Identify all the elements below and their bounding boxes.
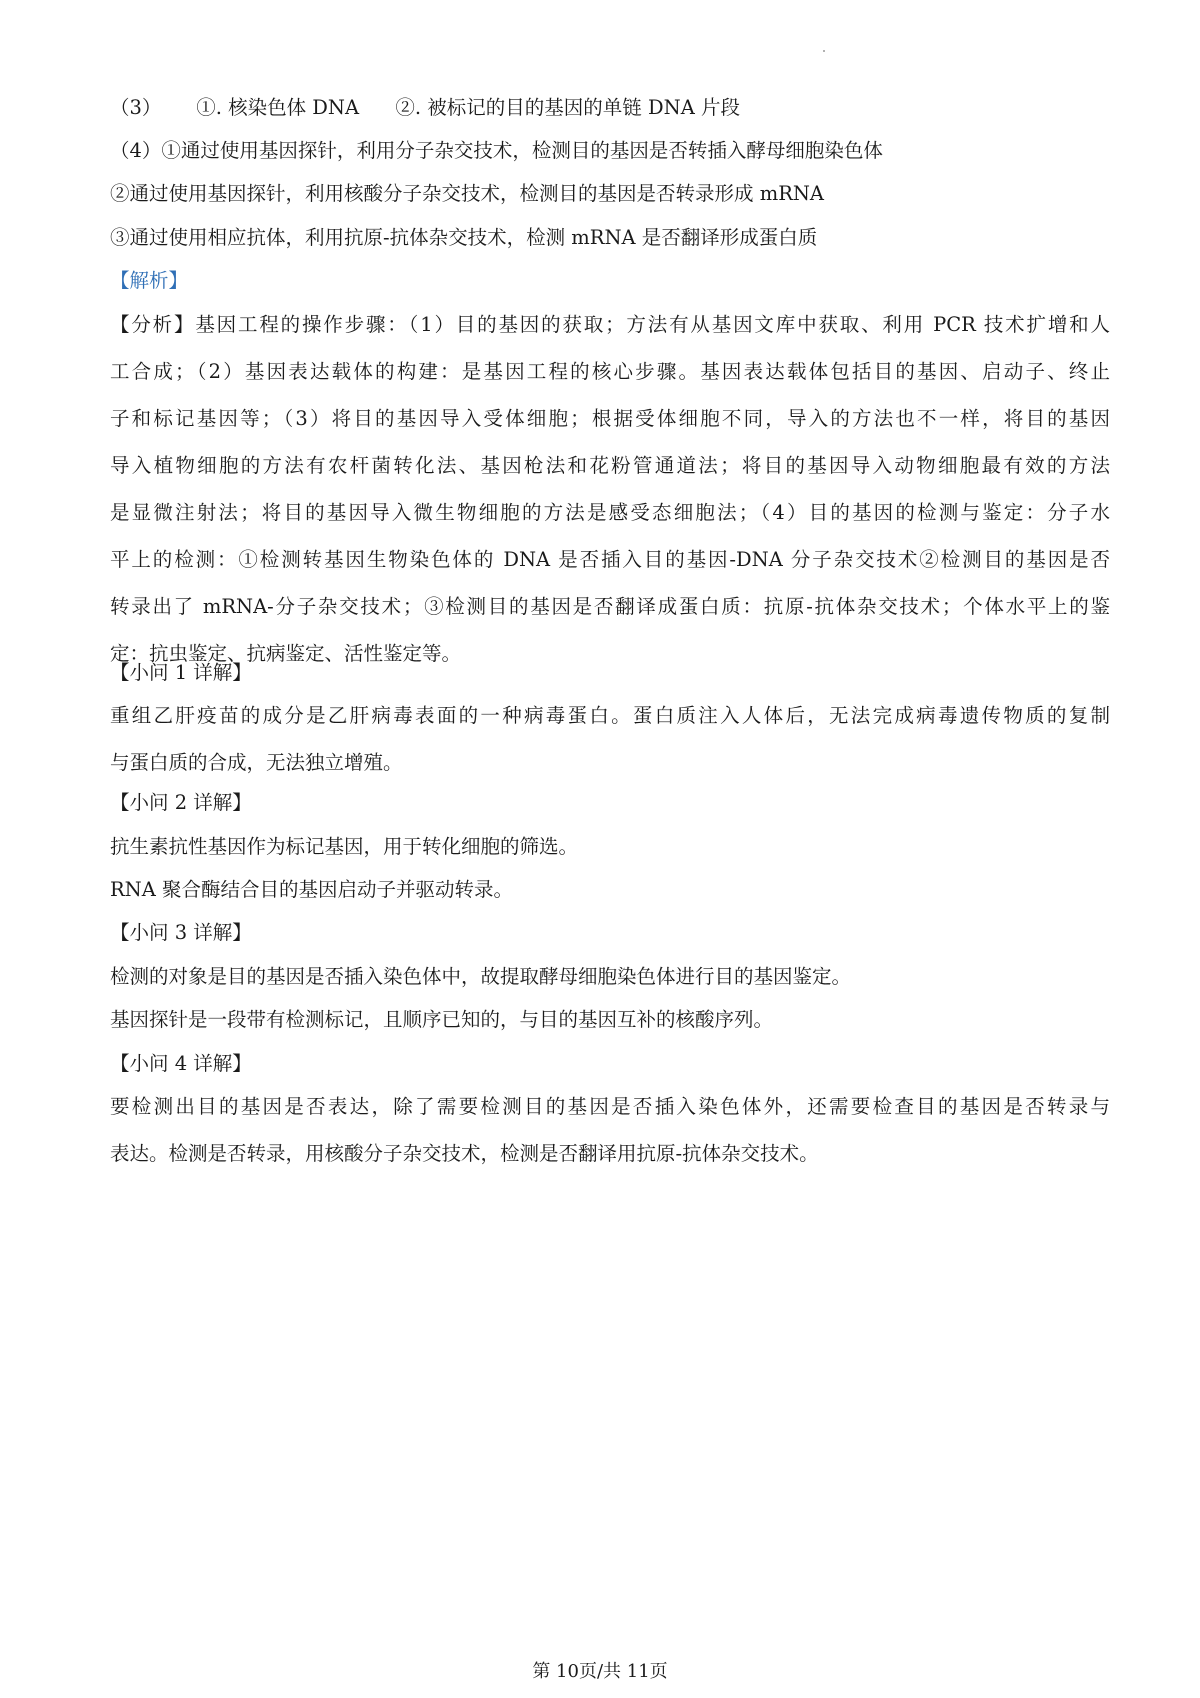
analysis-paragraph bbox=[110, 312, 1110, 688]
analysis-line: 导入植物细胞的方法有农杆菌转化法、基因枪法和花粉管通道法；将目的基因导入动物细胞最有效的方法 bbox=[110, 454, 1110, 477]
answer-q3-part2: ②. 被标记的目的基因的单链 DNA 片段 bbox=[395, 96, 740, 119]
sub3-line: 检测的对象是目的基因是否插入染色体中，故提取酵母细胞染色体进行目的基因鉴定。 bbox=[110, 965, 852, 988]
sub4-paragraph bbox=[110, 1094, 1110, 1188]
analysis-line: 平上的检测：①检测转基因生物染色体的 DNA 是否插入目的基因-DNA 分子杂交技术②检测目的基因是否 bbox=[110, 548, 1110, 571]
answer-q3-number: （3） bbox=[110, 96, 162, 119]
analysis-line: 是显微注射法；将目的基因导入微生物细胞的方法是感受态细胞法；（4）目的基因的检测与鉴定：分子水 bbox=[110, 501, 1110, 524]
sub1-line: 重组乙肝疫苗的成分是乙肝病毒表面的一种病毒蛋白。蛋白质注入人体后，无法完成病毒遗传物质的复制 bbox=[110, 704, 1110, 727]
analysis-line: 【分析】基因工程的操作步骤：（1）目的基因的获取；方法有从基因文库中获取、利用 PCR 技术扩增和人 bbox=[110, 313, 1110, 336]
answer-q3 bbox=[110, 95, 1110, 121]
sub1-title: 【小问 1 详解】 bbox=[110, 661, 252, 684]
analysis-line: 转录出了 mRNA-分子杂交技术；③检测目的基因是否翻译成蛋白质：抗原-抗体杂交技术；个体水平上的鉴 bbox=[110, 595, 1110, 618]
sub4-line: 表达。检测是否转录，用核酸分子杂交技术，检测是否翻译用抗原-抗体杂交技术。 bbox=[110, 1142, 819, 1165]
jiexi-heading: 【解析】 bbox=[110, 269, 189, 292]
answer-q4-line1: （4）①通过使用基因探针，利用分子杂交技术，检测目的基因是否转插入酵母细胞染色体 bbox=[110, 139, 883, 162]
answer-q4-line3: ③通过使用相应抗体，利用抗原-抗体杂交技术，检测 mRNA 是否翻译形成蛋白质 bbox=[110, 226, 818, 249]
answer-q3-part1: ①. 核染色体 DNA bbox=[196, 96, 360, 119]
answer-q4-line2: ②通过使用基因探针，利用核酸分子杂交技术，检测目的基因是否转录形成 mRNA bbox=[110, 182, 825, 205]
sub1-paragraph bbox=[110, 703, 1110, 797]
sub3-title: 【小问 3 详解】 bbox=[110, 921, 252, 944]
sub2-line: 抗生素抗性基因作为标记基因，用于转化细胞的筛选。 bbox=[110, 835, 579, 858]
sub1-line: 与蛋白质的合成，无法独立增殖。 bbox=[110, 751, 403, 774]
sub4-line: 要检测出目的基因是否表达，除了需要检测目的基因是否插入染色体外，还需要检查目的基因是否转录与 bbox=[110, 1095, 1110, 1118]
decorative-dot bbox=[823, 50, 825, 52]
sub4-title: 【小问 4 详解】 bbox=[110, 1052, 252, 1075]
page-number: 第 10页/共 11页 bbox=[532, 1661, 668, 1682]
sub3-line: 基因探针是一段带有检测标记，且顺序已知的，与目的基因互补的核酸序列。 bbox=[110, 1008, 774, 1031]
sub2-title: 【小问 2 详解】 bbox=[110, 791, 252, 814]
sub2-line: RNA 聚合酶结合目的基因启动子并驱动转录。 bbox=[110, 878, 514, 901]
analysis-line: 工合成；（2）基因表达载体的构建：是基因工程的核心步骤。基因表达载体包括目的基因、启动子、终止 bbox=[110, 360, 1110, 383]
analysis-line: 定：抗虫鉴定、抗病鉴定、活性鉴定等。 bbox=[110, 642, 462, 665]
analysis-line: 子和标记基因等；（3）将目的基因导入受体细胞；根据受体细胞不同，导入的方法也不一样，将目的基因 bbox=[110, 407, 1110, 430]
